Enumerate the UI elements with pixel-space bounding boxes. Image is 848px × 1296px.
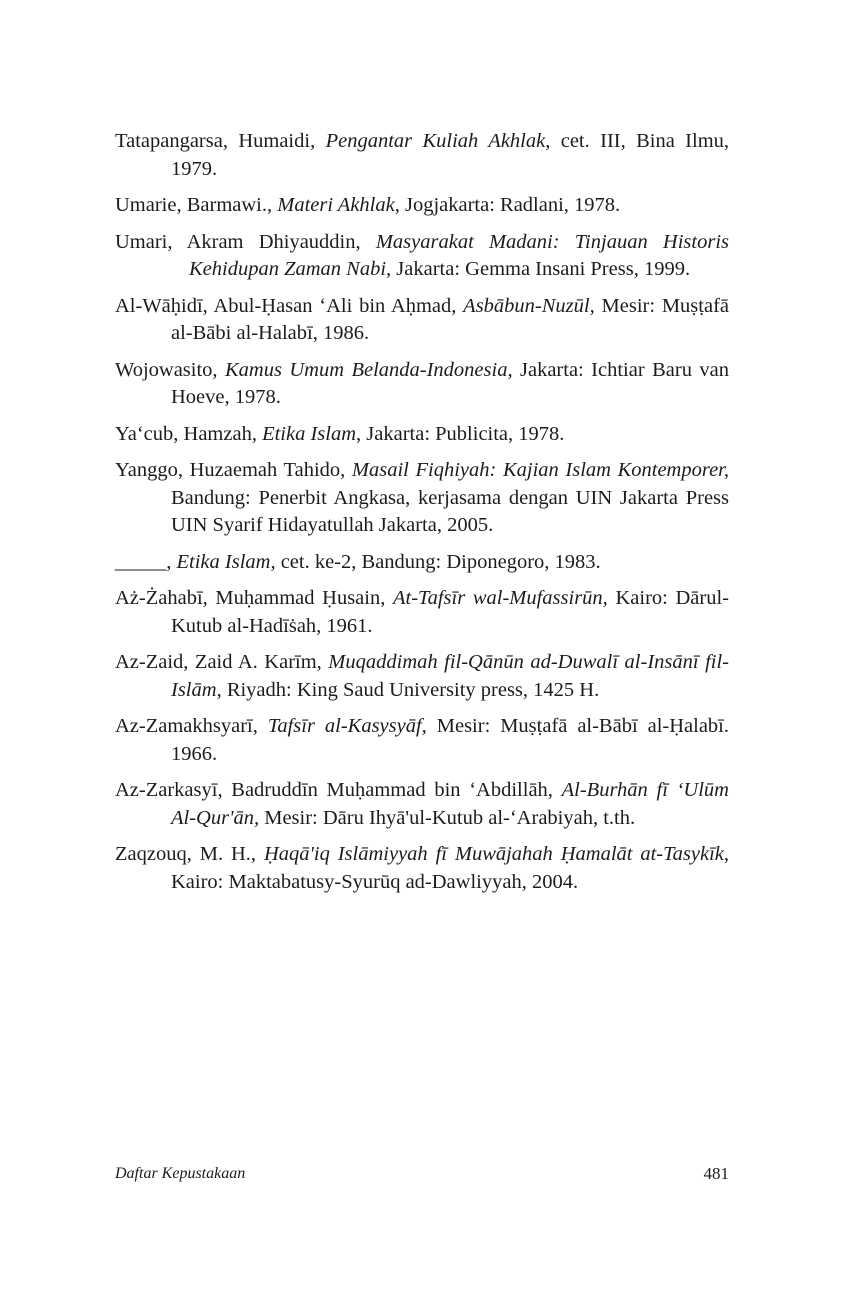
reference-entry: Tatapangarsa, Humaidi, Pengantar Kuliah Akhlak, cet. III, Bina Ilmu, 1979.: [115, 130, 730, 180]
reference-entry: Aż-Żahabī, Muḥammad Ḥusain, At-Tafsīr wal-Mufassirūn, Kairo: Dārul-Kutub al-Hadīṡah, 1961.: [115, 587, 729, 637]
reference-entry: Al-Wāḥidī, Abul-Ḥasan ‘Ali bin Aḥmad, Asbābun-Nuzūl, Mesir: Muṣṭafā al-Bābi al-Halabī, 1986.: [115, 294, 729, 344]
reference-entry: Wojowasito, Kamus Umum Belanda-Indonesia, Jakarta: Ichtiar Baru van Hoeve, 1978.: [115, 358, 729, 408]
reference-list: [115, 128, 729, 905]
reference-entry: Umarie, Barmawi., Materi Akhlak, Jogjakarta: Radlani, 1978.: [115, 194, 621, 216]
reference-entry: Az-Zamakhsyarī, Tafsīr al-Kasysyāf, Mesir: Muṣṭafā al-Bābī al-Ḥalabī. 1966.: [115, 715, 729, 765]
reference-entry: Zaqzouq, M. H., Ḥaqā'iq Islāmiyyah fī Muwājahah Ḥamalāt at-Tasykīk, Kairo: Maktabatusy-Syurūq ad-Dawliyyah, 2004.: [115, 843, 729, 893]
page-number: 481: [703, 1164, 729, 1183]
reference-entry: Umari, Akram Dhiyauddin, Masyarakat Madani: Tinjauan Historis Kehidupan Zaman Nabi, Jakarta: Gemma Insani Press, 1999.: [115, 230, 729, 280]
reference-entry: Ya‘cub, Hamzah, Etika Islam, Jakarta: Publicita, 1978.: [115, 422, 565, 445]
reference-entry: _____, Etika Islam, cet. ke-2, Bandung: Diponegoro, 1983.: [115, 550, 601, 573]
footer-section-title: Daftar Kepustakaan: [115, 1165, 246, 1182]
reference-entry: Az-Zarkasyī, Badruddīn Muḥammad bin ‘Abdillāh, Al-Burhān fī ‘Ulūm Al-Qur'ān, Mesir: Dāru Ihyā'ul-Kutub al-‘Arabiyah, t.th.: [115, 779, 729, 829]
reference-entry: Az-Zaid, Zaid A. Karīm, Muqaddimah fil-Qānūn ad-Duwalī al-Insānī fil-Islām, Riyadh: King Saud University press, 1425 H.: [115, 651, 729, 701]
reference-entry: Yanggo, Huzaemah Tahido, Masail Fiqhiyah: Kajian Islam Kontemporer, Bandung: Penerbit Angkasa, kerjasama dengan UIN Jakarta Press UIN Syarif Hidayatullah Jakarta, 2005.: [115, 459, 729, 536]
